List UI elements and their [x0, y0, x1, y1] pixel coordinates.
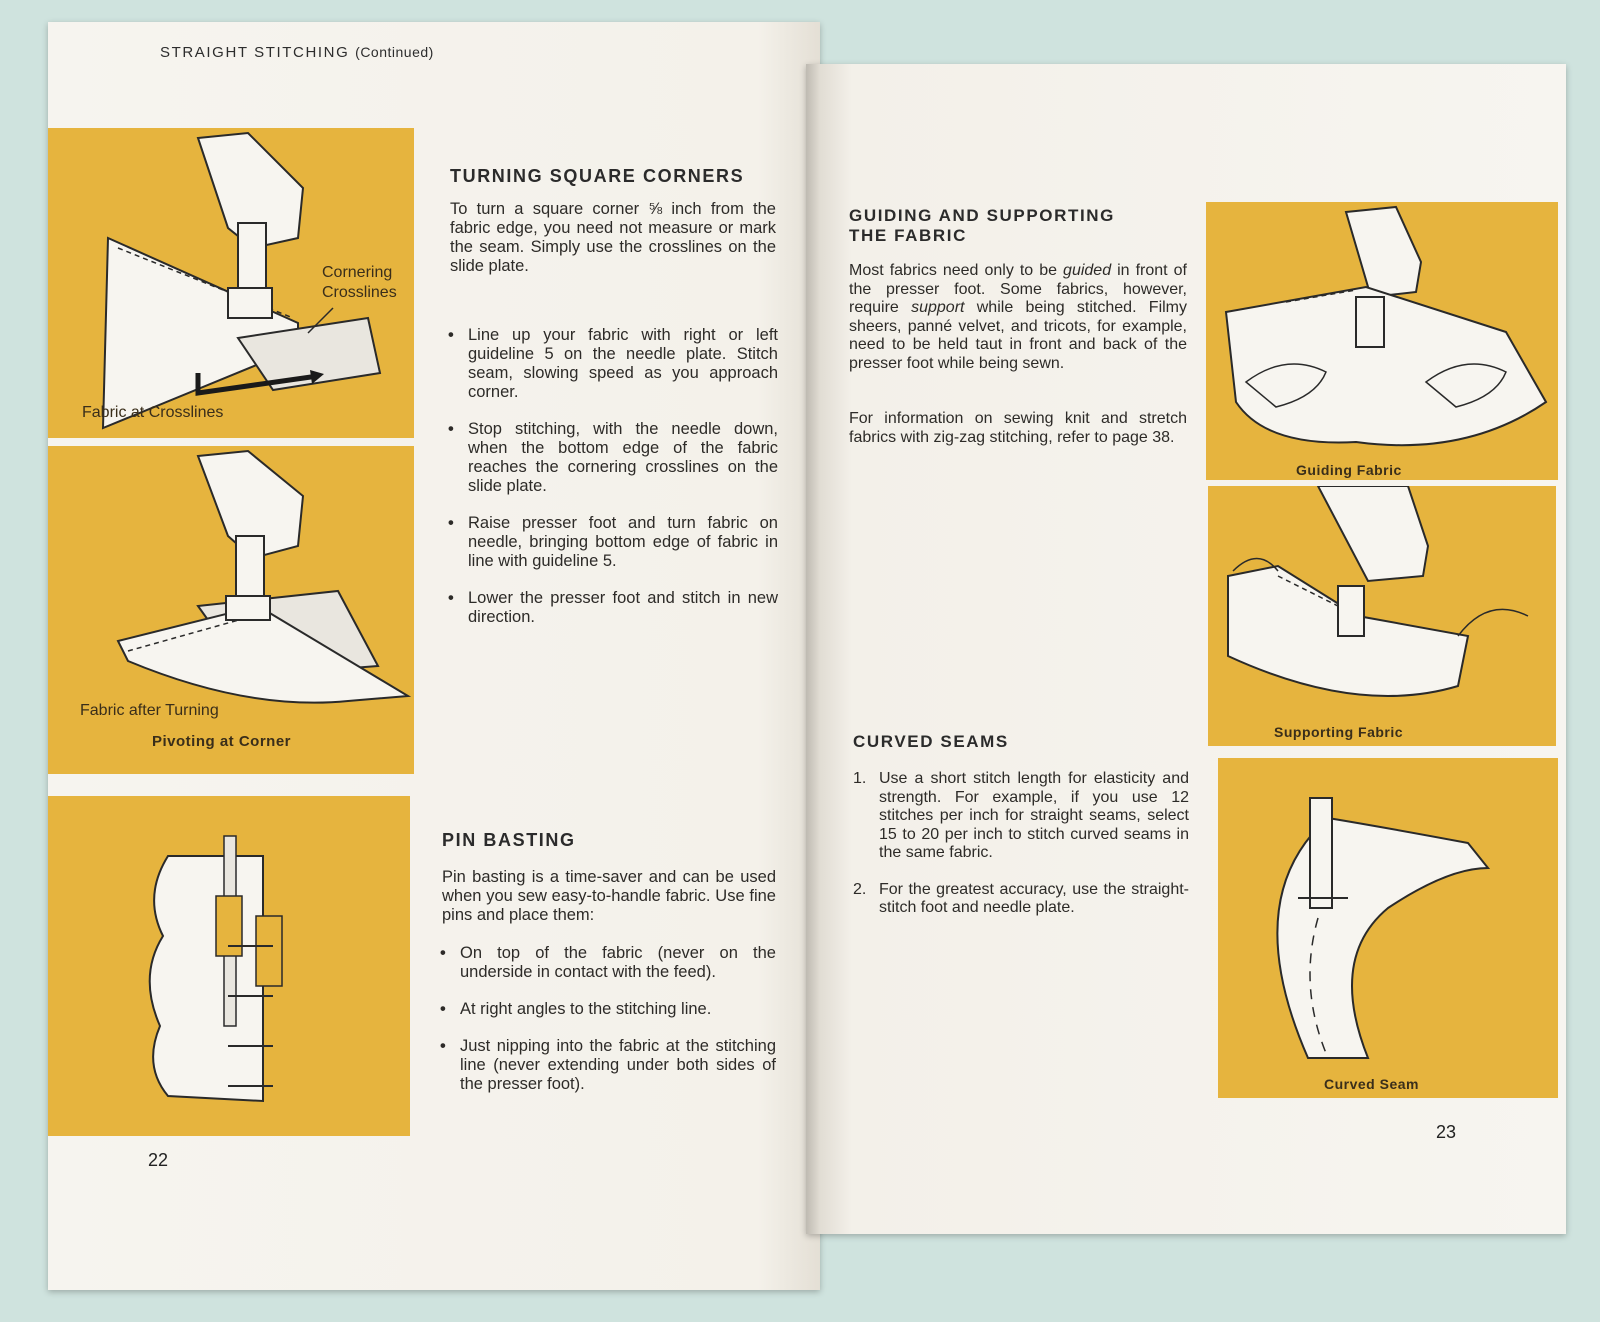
heading-turning-square-corners: TURNING SQUARE CORNERS — [450, 166, 745, 186]
bullet-icon: • — [448, 514, 454, 532]
supporting-fabric-illustration — [1208, 486, 1556, 746]
page-number-right: 23 — [1436, 1122, 1457, 1142]
page-number-left: 22 — [148, 1150, 169, 1170]
bullet-icon: • — [440, 944, 446, 962]
guiding-paragraph-2: For information on sewing knit and stretch fabrics with zig-zag stitching, refer to page 38. — [849, 410, 1187, 446]
curved-seam-illustration — [1218, 758, 1558, 1098]
caption-supporting-fabric: Supporting Fabric — [1274, 724, 1404, 740]
sewing-machine-illustration — [48, 128, 414, 438]
guiding-paragraph-1: Most fabrics need only to be guided in front of the presser foot. Some fabrics, however, require support while being stitched. Filmy sheers, panné velvet, and tricots, for example, need to be held taut in front and back of the presser foot while being sewn. — [849, 262, 1188, 372]
bullet-icon: • — [440, 1037, 446, 1055]
label-cornering-line1: Cornering — [322, 264, 393, 281]
list-item: • Stop stitching, with the needle down, when the bottom edge of the fabric reaches the cornering crosslines on the slide plate. — [448, 420, 778, 495]
list-item: 1. Use a short stitch length for elasticity and strength. For example, if you use 12 stitches per inch for straight seams, select 15 to 20 per inch to stitch curved seams in the same fabric. — [853, 770, 1189, 861]
bullet-icon: • — [448, 589, 454, 607]
bullet-icon: • — [440, 1000, 446, 1018]
heading-pin-basting: PIN BASTING — [442, 830, 576, 850]
list-item: • Just nipping into the fabric at the stitching line (never extending under both sides of the presser foot). — [440, 1037, 776, 1093]
list-item: • At right angles to the stitching line. — [440, 1000, 712, 1018]
running-head-title: STRAIGHT STITCHING — [160, 44, 350, 61]
pin-basting-list — [440, 944, 776, 1112]
caption-pivoting-at-corner: Pivoting at Corner — [152, 733, 292, 750]
label-cornering-line2: Crosslines — [322, 284, 397, 301]
list-item: • On top of the fabric (never on the underside in contact with the feed). — [440, 944, 776, 981]
heading-guiding-line1: GUIDING AND SUPPORTING — [849, 206, 1115, 225]
list-item: 2. For the greatest accuracy, use the straight-stitch foot and needle plate. — [853, 880, 1189, 916]
list-item: • Line up your fabric with right or left guideline 5 on the needle plate. Stitch seam, slowing speed as you approach corner. — [448, 326, 778, 401]
pin-basting-illustration — [48, 796, 410, 1136]
caption-fabric-after-turning: Fabric after Turning — [80, 702, 219, 719]
heading-curved-seams: CURVED SEAMS — [853, 732, 1009, 751]
bullet-icon: • — [448, 326, 454, 344]
list-item: • Lower the presser foot and stitch in new direction. — [448, 589, 778, 626]
figure-supporting-fabric — [1208, 486, 1556, 746]
figure-curved-seam — [1218, 758, 1558, 1098]
list-item: • Raise presser foot and turn fabric on needle, bringing bottom edge of fabric in line with guideline 5. — [448, 514, 778, 570]
figure-pin-basting — [48, 796, 410, 1136]
pin-basting-intro: Pin basting is a time-saver and can be used when you sew easy-to-handle fabric. Use fine pins and place them: — [442, 868, 776, 924]
guiding-fabric-illustration — [1206, 202, 1558, 480]
figure-fabric-after-turning — [48, 446, 414, 774]
caption-guiding-fabric: Guiding Fabric — [1296, 462, 1402, 478]
heading-guiding-line2: THE FABRIC — [849, 226, 967, 245]
turning-intro: To turn a square corner ⅝ inch from the fabric edge, you need not measure or mark the seam. Simply use the crosslines on the slide plate. — [450, 200, 776, 275]
turning-steps-list — [448, 326, 778, 645]
running-head-suffix: (Continued) — [355, 44, 434, 60]
pivoting-illustration — [48, 446, 414, 774]
bullet-icon: • — [448, 420, 454, 438]
caption-curved-seam: Curved Seam — [1324, 1076, 1419, 1092]
caption-fabric-at-crosslines: Fabric at Crosslines — [82, 404, 224, 421]
curved-seams-list — [853, 770, 1189, 936]
running-head — [160, 44, 434, 61]
figure-guiding-fabric — [1206, 202, 1558, 480]
figure-fabric-at-crosslines — [48, 128, 414, 438]
book-gutter — [806, 64, 820, 1234]
